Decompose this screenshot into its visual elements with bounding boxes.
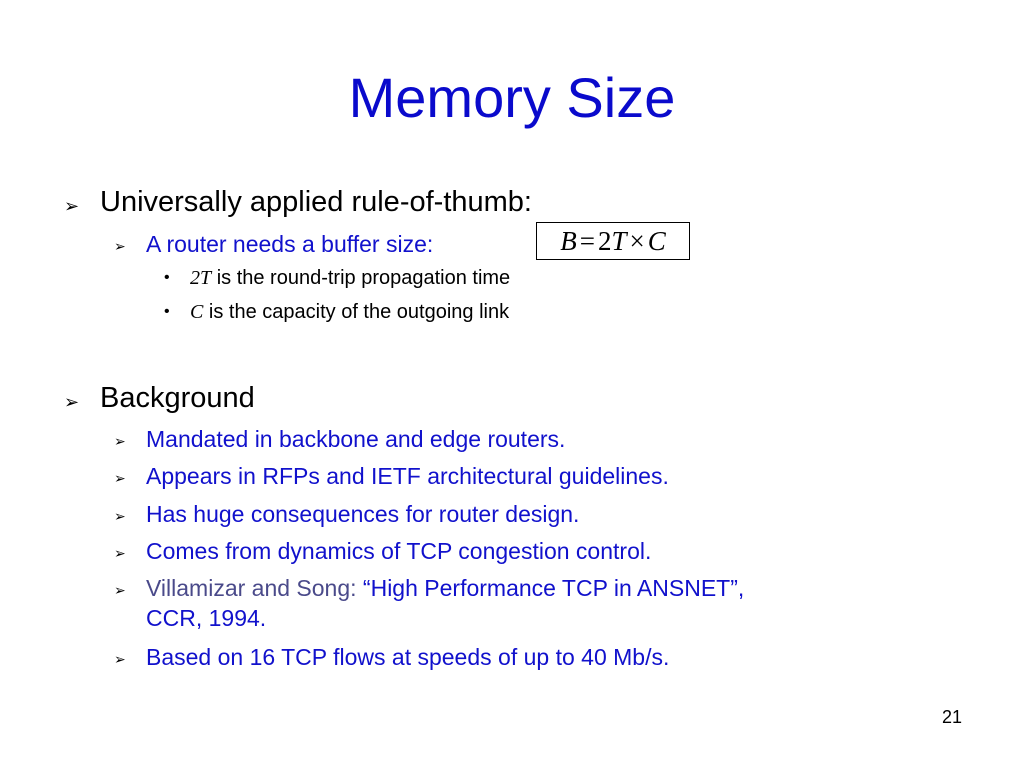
arrowhead-bullet-icon: ➢ xyxy=(114,238,126,254)
list-item-reference-continued: CCR, 1994. xyxy=(146,605,267,631)
list-item-reference: Villamizar and Song: “High Performance TCP in ANSNET”, xyxy=(146,575,745,601)
buffer-size-formula: B = 2T × C xyxy=(536,222,690,260)
list-item: Based on 16 TCP flows at speeds of up to 40 Mb/s. xyxy=(146,644,670,670)
arrowhead-bullet-icon: ➢ xyxy=(64,196,80,216)
buffer-size-text: A router needs a buffer size: xyxy=(146,231,434,257)
list-item: Mandated in backbone and edge routers. xyxy=(146,426,566,452)
dot-bullet-icon: • xyxy=(164,303,170,320)
arrowhead-bullet-icon: ➢ xyxy=(114,470,126,486)
bullet-rtt: 2T is the round-trip propagation time xyxy=(190,267,511,289)
arrowhead-bullet-icon: ➢ xyxy=(114,651,126,667)
bullet-capacity: C is the capacity of the outgoing link xyxy=(190,301,510,323)
arrowhead-bullet-icon: ➢ xyxy=(114,433,126,449)
dot-bullet-icon: • xyxy=(164,269,170,286)
page-number: 21 xyxy=(941,707,962,727)
slide-title: Memory Size xyxy=(348,66,676,129)
arrowhead-bullet-icon: ➢ xyxy=(114,582,126,598)
arrowhead-bullet-icon: ➢ xyxy=(114,545,126,561)
section-heading-background: Background xyxy=(100,382,255,414)
arrowhead-bullet-icon: ➢ xyxy=(114,508,126,524)
list-item: Appears in RFPs and IETF architectural guidelines. xyxy=(146,463,669,489)
list-item: Has huge consequences for router design. xyxy=(146,501,580,527)
section-heading-rule-of-thumb: Universally applied rule-of-thumb: xyxy=(100,186,532,218)
arrowhead-bullet-icon: ➢ xyxy=(64,392,80,412)
list-item: Comes from dynamics of TCP congestion control. xyxy=(146,538,652,564)
